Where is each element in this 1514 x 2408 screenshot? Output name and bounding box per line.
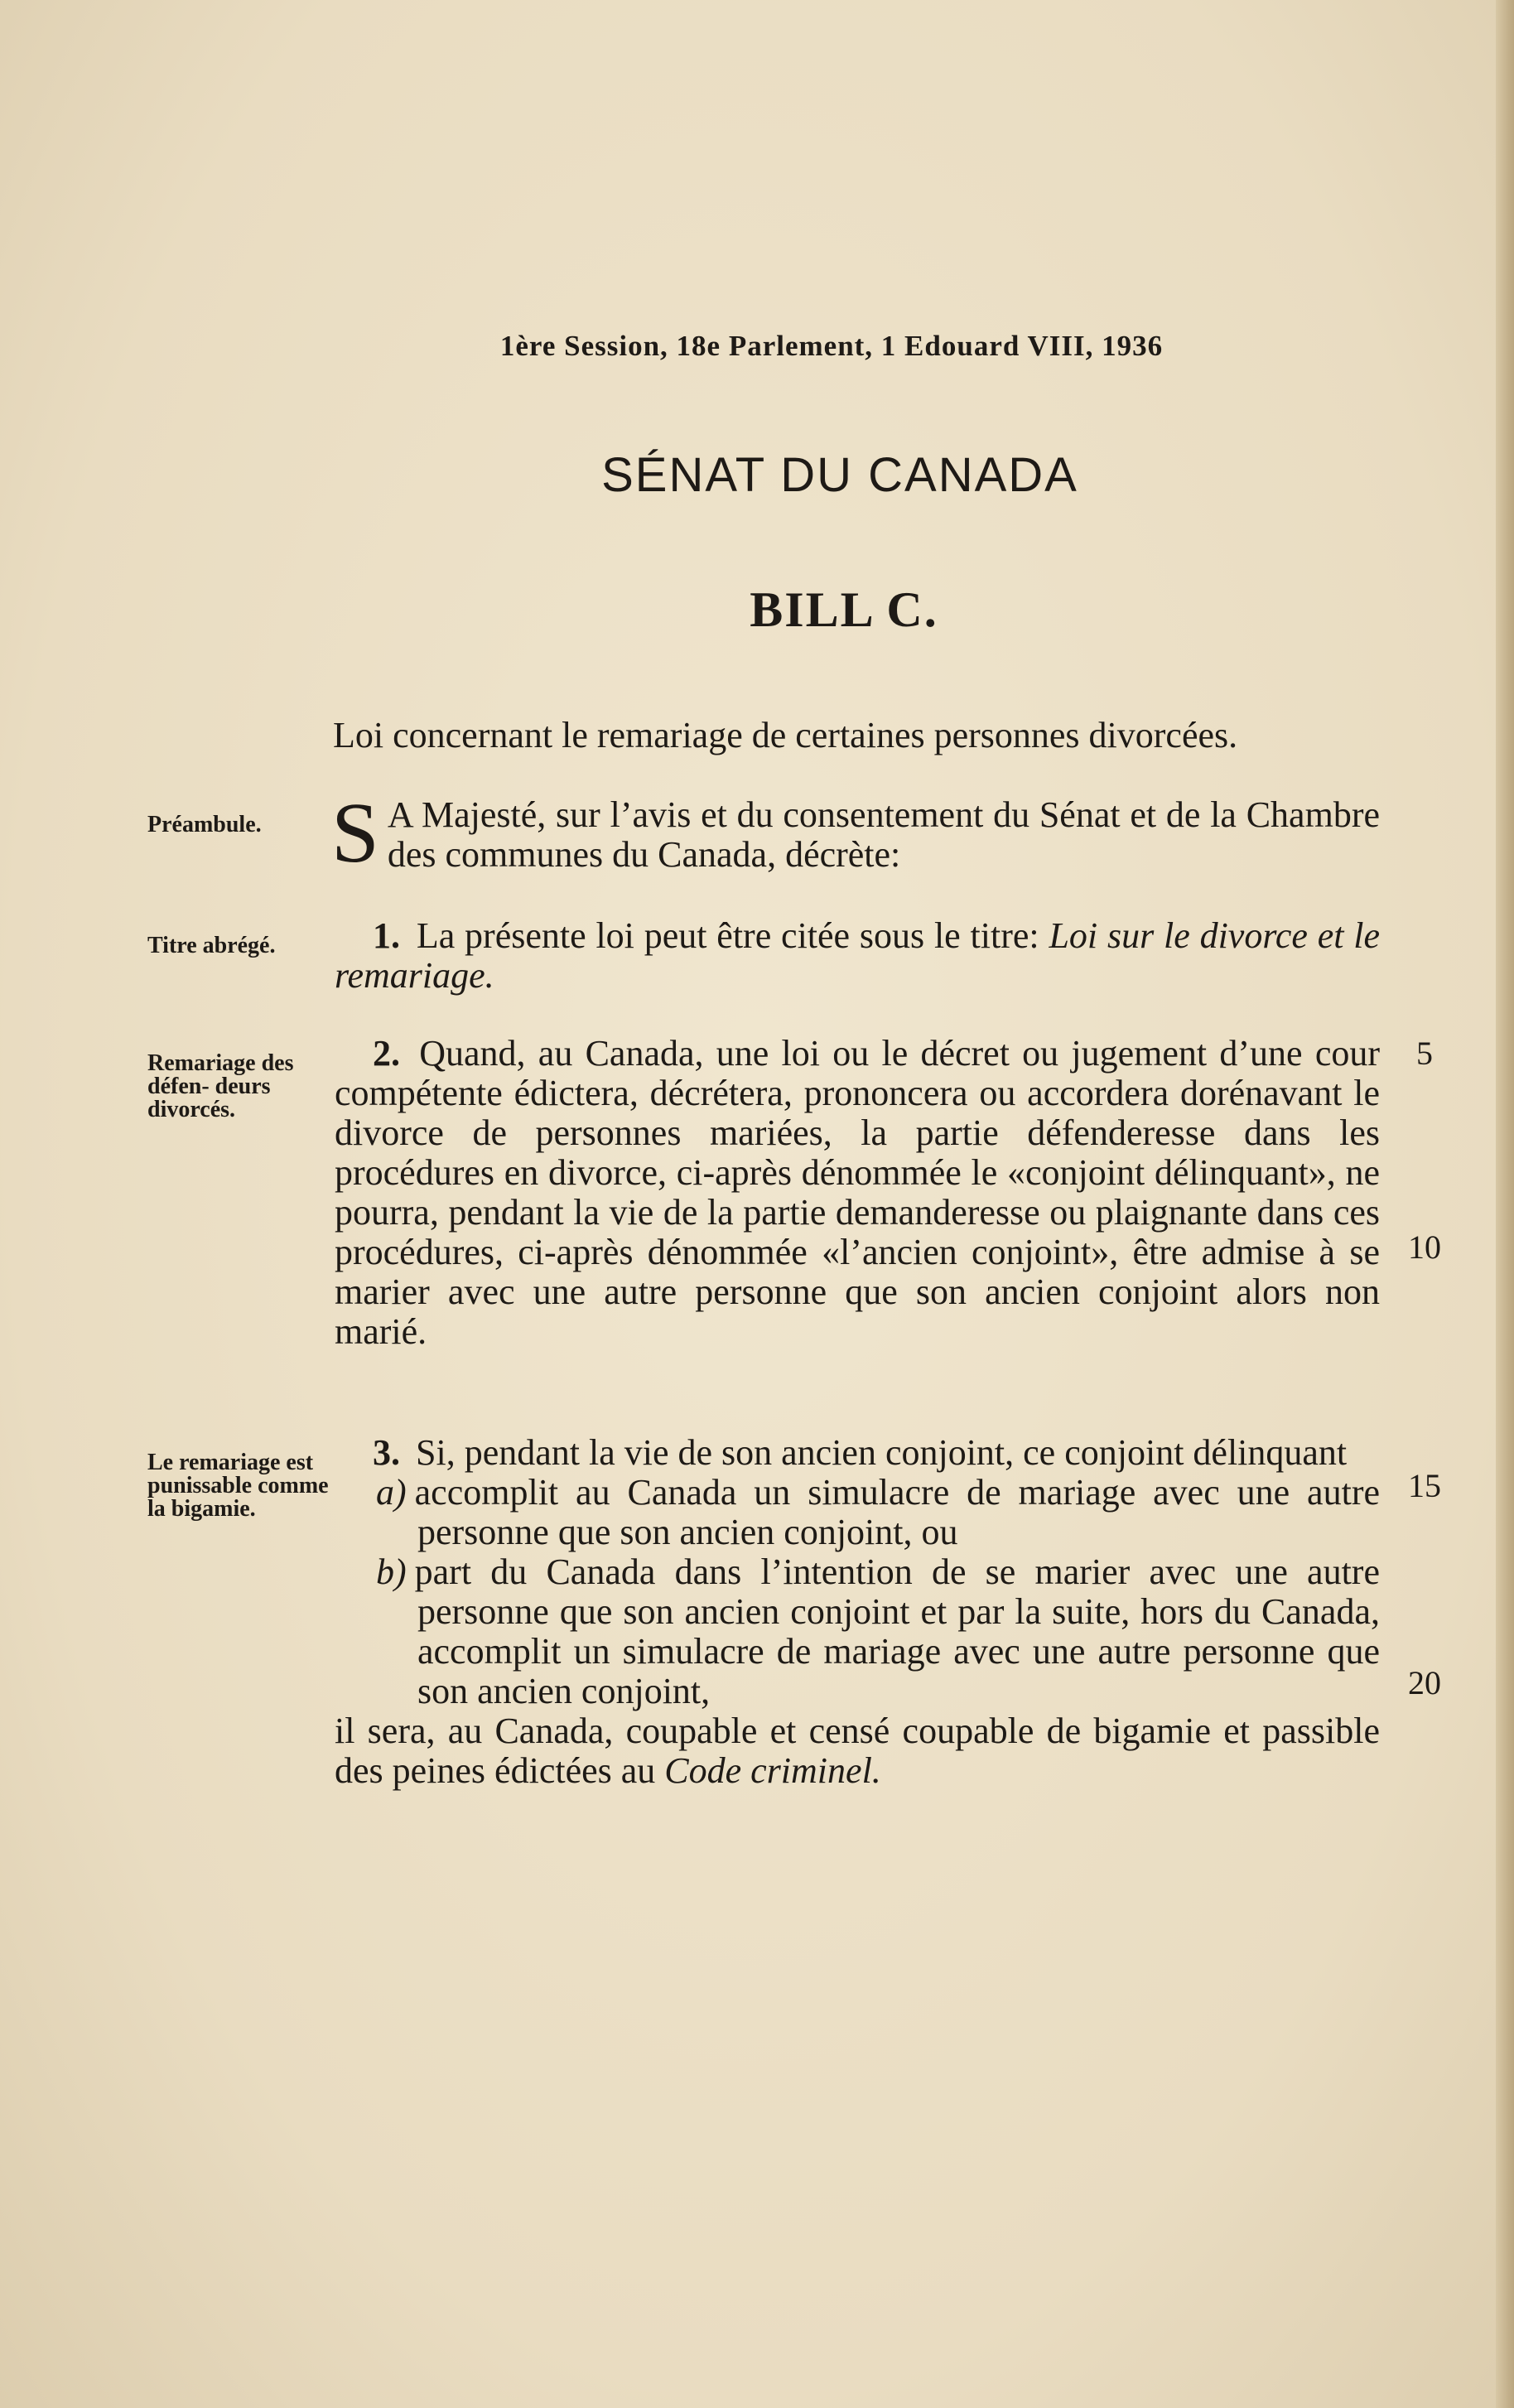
section-3-text: Si, pendant la vie de son ancien conjoint, ce conjoint délinquant xyxy=(416,1432,1348,1473)
long-title: Loi concernant le remariage de certaines personnes divorcées. xyxy=(333,715,1238,755)
code-criminel-italic: Code criminel. xyxy=(664,1750,881,1791)
paragraph-b xyxy=(335,1552,1380,1711)
paragraph-b-text: part du Canada dans l’intention de se marier avec une autre personne que son ancien conjoint et par la suite, hors du Canada, accomplit un simulacre de mariage avec une autre personne que son ancien conjoint, xyxy=(414,1551,1380,1711)
paragraph-a-text: accomplit au Canada un simulacre de mariage avec une autre personne que son ancien conjoint, ou xyxy=(414,1472,1380,1552)
margin-note-short-title: Titre abrégé. xyxy=(147,933,276,958)
line-number: 15 xyxy=(1408,1467,1441,1504)
chamber-title: SÉNAT DU CANADA xyxy=(601,448,1078,502)
section-3-closing xyxy=(335,1711,1380,1791)
section-2-text: Quand, au Canada, une loi ou le décret ou jugement d’une cour compétente édictera, décrétera, prononcera ou accordera dorénavant le divorce de personnes mariées, la partie défenderesse dans les procédures en divorce, ci-après dénommée le «conjoint délinquant», ne pourra, pendant la vie de la partie demanderesse ou plaignante dans ces procédures, ci-après dénommée «l’ancien conjoint», être admise à se marier avec une autre personne que son ancien conjoint alors non marié. xyxy=(335,1033,1381,1352)
bill-title: BILL C. xyxy=(750,582,938,637)
section-number: 1. xyxy=(373,915,400,956)
paragraph-label: b) xyxy=(376,1551,407,1592)
session-header: 1ère Session, 18e Parlement, 1 Edouard VIII, 1936 xyxy=(499,330,1164,362)
closing-text: il sera, au Canada, coupable et censé coupable de bigamie et passible des peines édictées au xyxy=(335,1711,1380,1791)
section-1 xyxy=(335,916,1380,996)
section-1-text: La présente loi peut être citée sous le titre: xyxy=(416,915,1039,956)
short-title-italic: Loi sur le divorce et le remariage. xyxy=(335,915,1381,996)
preamble xyxy=(331,785,1380,881)
preamble-text: A Majesté, sur l’avis et du consentement du Sénat et de la Chambre des communes du Canada, décrète: xyxy=(387,794,1380,875)
section-number: 2. xyxy=(373,1033,400,1074)
section-3-intro xyxy=(335,1433,1380,1473)
margin-note-remarriage: Remariage des défen- deurs divorcés. xyxy=(147,1050,294,1122)
section-3 xyxy=(335,1433,1380,1791)
paragraph-a xyxy=(335,1473,1380,1552)
line-number: 5 xyxy=(1416,1035,1433,1072)
margin-note-bigamy: Le remariage est punissable comme la bigamie. xyxy=(147,1450,329,1522)
section-number: 3. xyxy=(373,1432,400,1473)
paragraph-label: a) xyxy=(376,1472,407,1513)
line-number: 20 xyxy=(1408,1664,1441,1701)
dropcap: S xyxy=(331,785,379,881)
section-2 xyxy=(335,1034,1380,1352)
line-number: 10 xyxy=(1408,1228,1441,1266)
margin-note-preamble: Préambule. xyxy=(147,812,262,837)
